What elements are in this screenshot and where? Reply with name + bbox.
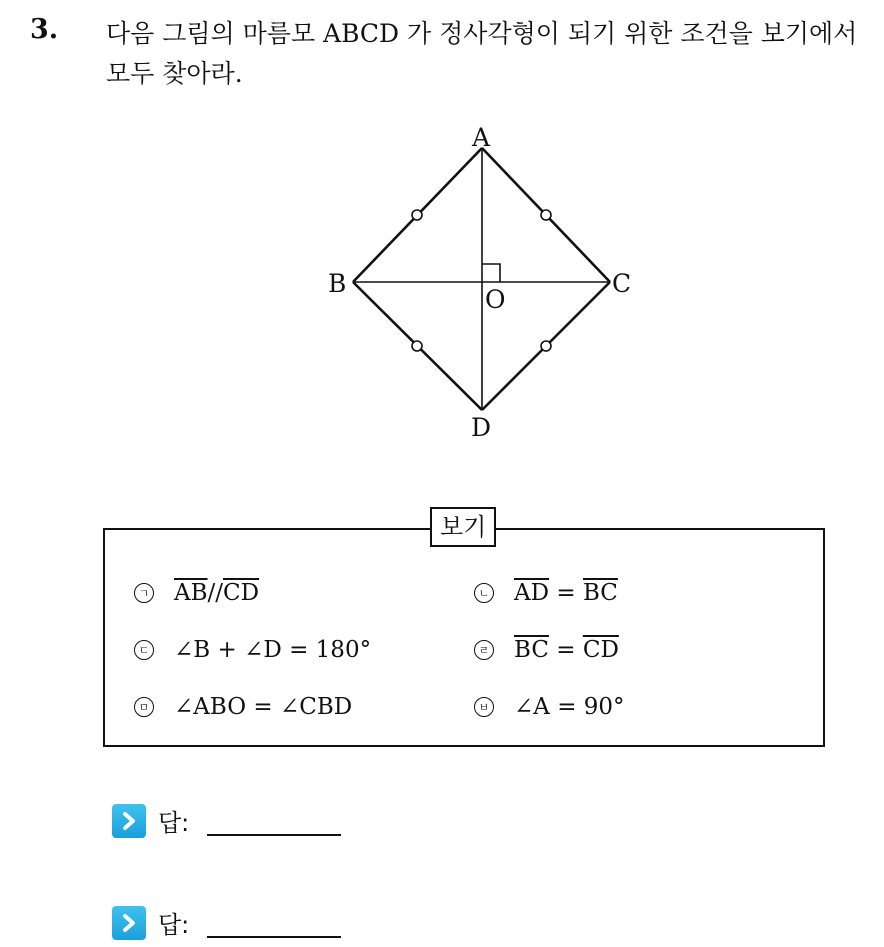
- equal-side-mark-cd: [541, 341, 551, 351]
- choice-4-mark: ㄹ: [474, 640, 494, 660]
- choice-1-mark: ㄱ: [134, 583, 154, 603]
- equal-side-mark-ac: [541, 210, 551, 220]
- chevron-right-icon: [112, 804, 146, 838]
- segment-bc: $\overline{BC}$: [582, 580, 618, 606]
- choice-3: [134, 634, 371, 666]
- choice-6: [474, 691, 625, 723]
- choice-2-mark: ㄴ: [474, 583, 494, 603]
- answer-blank[interactable]: [207, 936, 341, 938]
- segment-cd: $\overline{CD}$: [223, 580, 260, 606]
- chevron-right-icon: [112, 906, 146, 940]
- segment-bc: $\overline{BC}$: [514, 637, 549, 663]
- segment-ad: $\overline{AD}$: [514, 580, 550, 606]
- vertex-label-b: B: [328, 269, 347, 298]
- choice-4: [474, 634, 619, 666]
- choice-5: [134, 691, 352, 723]
- question-number: 3.: [30, 14, 59, 45]
- choice-1: [134, 577, 259, 609]
- vertex-label-d: D: [471, 413, 492, 442]
- vertex-label-c: C: [612, 269, 632, 298]
- question-text: [106, 14, 876, 94]
- question-text-line-1: 다음 그림의 마름모 ABCD 가 정사각형이 되기 위한 조건을 보기에서: [106, 19, 858, 48]
- choices-box-title: 보기: [430, 507, 496, 547]
- equal-side-mark-bd: [412, 341, 422, 351]
- choice-6-text: ∠A = 90°: [514, 694, 625, 720]
- choice-3-text: ∠B + ∠D = 180°: [174, 637, 372, 663]
- center-label-o: O: [485, 285, 506, 314]
- answer-blank[interactable]: [207, 834, 341, 836]
- equals-sign: =: [548, 637, 583, 663]
- answer-row-1: [112, 803, 341, 838]
- segment-ab: $\overline{AB}$: [174, 580, 208, 606]
- choice-3-mark: ㄷ: [134, 640, 154, 660]
- answer-row-2: [112, 905, 341, 940]
- answer-label: 답:: [158, 809, 190, 837]
- segment-cd: $\overline{CD}$: [582, 637, 619, 663]
- equals-sign: =: [549, 580, 583, 606]
- choice-5-mark: ㅁ: [134, 697, 154, 717]
- answer-label: 답:: [158, 911, 190, 939]
- parallel-sign: //: [207, 580, 224, 606]
- rhombus-figure: [300, 116, 660, 456]
- choice-2: [474, 577, 618, 609]
- equal-side-mark-ab: [412, 210, 422, 220]
- right-angle-mark: [482, 264, 500, 282]
- choice-6-mark: ㅂ: [474, 697, 494, 717]
- choice-5-text: ∠ABO = ∠CBD: [174, 694, 353, 720]
- question-text-line-2: 모두 찾아라.: [106, 59, 243, 88]
- vertex-label-a: A: [472, 123, 491, 152]
